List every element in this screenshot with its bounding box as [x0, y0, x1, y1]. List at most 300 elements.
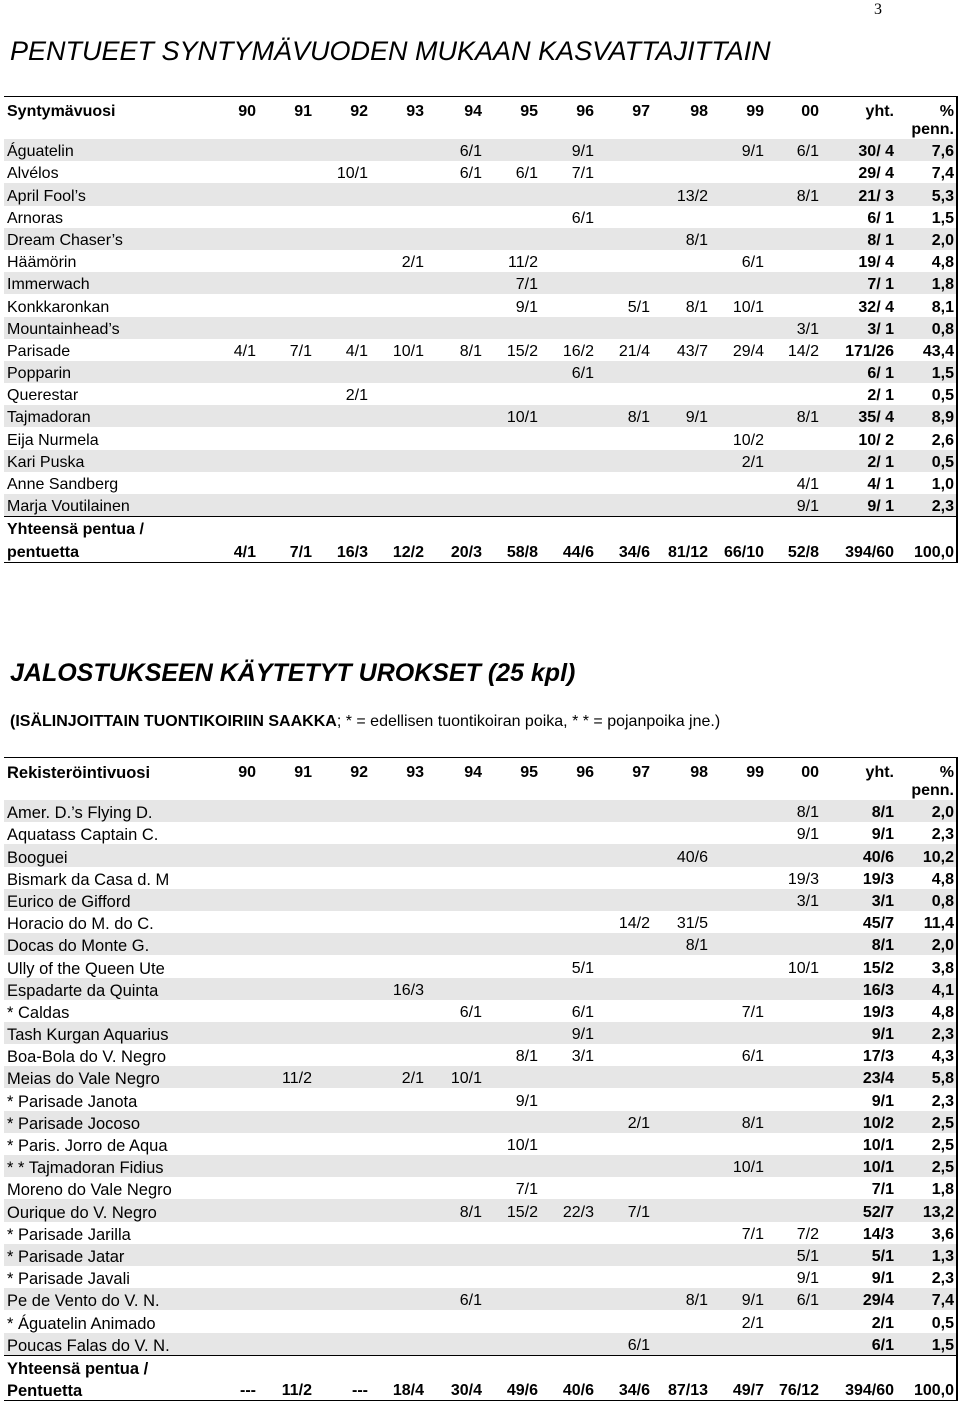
table-cell [371, 1222, 427, 1244]
table-cell: 2,3 [897, 1022, 957, 1044]
total-spacer [767, 1355, 822, 1378]
column-header: 90 [207, 758, 259, 783]
table-cell [207, 1266, 259, 1288]
table-cell: 3,8 [931, 959, 954, 977]
table-cell [259, 317, 315, 339]
table-cell [427, 183, 485, 205]
table-cell [541, 383, 597, 405]
column-header: 92 [315, 758, 371, 783]
table-cell [711, 1244, 767, 1266]
table-row [4, 206, 957, 228]
table-cell: 1,8 [931, 1181, 954, 1199]
table-cell [427, 978, 485, 1000]
table-cell [427, 250, 485, 272]
table-cell: 4,3 [931, 1048, 954, 1066]
table-cell [259, 405, 315, 427]
total-spacer [485, 517, 541, 540]
table-cell [207, 450, 259, 472]
table-cell: 1,3 [897, 1244, 957, 1266]
table-cell [541, 272, 597, 294]
total-cell: 34/6 [597, 1378, 653, 1401]
table-cell [315, 889, 371, 911]
table-cell [711, 383, 767, 405]
table-cell: 2,3 [897, 494, 957, 517]
table-cell [767, 1022, 822, 1044]
table-row [4, 844, 957, 866]
table-cell [427, 955, 485, 977]
table-cell [597, 272, 653, 294]
table-cell [315, 494, 371, 517]
table-cell [541, 1177, 597, 1199]
table-cell: 6/ 1 [867, 209, 894, 227]
table-cell [315, 1310, 371, 1332]
table-cell [653, 1044, 711, 1066]
table-cell [711, 1266, 767, 1288]
table-cell: 1,8 [897, 272, 957, 294]
table-cell: 40/6 [653, 844, 711, 866]
table-row [4, 1288, 957, 1310]
table-cell: 7,4 [897, 1288, 957, 1310]
table-row [4, 1066, 957, 1088]
table-cell [597, 317, 653, 339]
table-row [4, 1222, 957, 1244]
table-row [4, 978, 957, 1000]
table-cell [259, 1044, 315, 1066]
table-cell [427, 867, 485, 889]
table-cell [207, 1022, 259, 1044]
table-cell [711, 494, 767, 517]
table-cell [711, 1133, 767, 1155]
header-spacer [259, 782, 315, 800]
total-spacer [315, 517, 371, 540]
table-row [4, 139, 957, 161]
table-cell [207, 1177, 259, 1199]
table2-header [4, 758, 957, 801]
table-cell [653, 206, 711, 228]
table-cell [315, 317, 371, 339]
table-cell: 7/1 [597, 1199, 653, 1221]
table-cell [427, 294, 485, 316]
table-cell [485, 933, 541, 955]
table-cell: 22/3 [541, 1199, 597, 1221]
table-cell [207, 228, 259, 250]
table-cell [711, 955, 767, 977]
table-cell [207, 472, 259, 494]
table-cell [711, 867, 767, 889]
table-cell [427, 1310, 485, 1332]
table-cell [427, 1177, 485, 1199]
table-cell: 4/1 [233, 342, 256, 360]
table-cell [767, 383, 822, 405]
table-cell: 2,5 [897, 1155, 957, 1177]
table-cell [485, 206, 541, 228]
header-spacer [541, 782, 597, 800]
row-label: Anne Sandberg [7, 476, 119, 493]
table-cell [259, 1088, 315, 1110]
table-cell [315, 250, 371, 272]
table-cell [597, 494, 653, 517]
header-spacer [653, 121, 711, 139]
table-cell [541, 822, 597, 844]
table-cell [653, 383, 711, 405]
table-cell [653, 1222, 711, 1244]
table-cell [315, 294, 371, 316]
table-cell [207, 139, 259, 161]
table-cell: 6/ 1 [822, 361, 897, 383]
table-cell: 10/ 2 [858, 431, 894, 449]
table-cell [207, 250, 259, 272]
table-cell [315, 1288, 371, 1310]
table-cell [767, 911, 822, 933]
table-cell: 11,4 [923, 915, 954, 933]
table-cell: 14/3 [862, 1225, 894, 1243]
table-row [4, 1155, 957, 1177]
table-cell: 3/1 [767, 889, 822, 911]
column-header: 97 [597, 97, 653, 122]
table-cell [371, 1155, 427, 1177]
table-cell [427, 933, 485, 955]
table-cell [371, 1044, 427, 1066]
table-cell [485, 472, 541, 494]
table-cell [485, 867, 541, 889]
column-header: 91 [259, 758, 315, 783]
table-row [4, 889, 957, 911]
table-cell [653, 494, 711, 517]
table-cell: 9/1 [796, 826, 819, 844]
header-row-continued [4, 782, 957, 800]
header-spacer [315, 782, 371, 800]
table-cell: 5/1 [822, 1244, 897, 1266]
table-cell [259, 933, 315, 955]
table-cell [767, 450, 822, 472]
table-cell [711, 978, 767, 1000]
table-cell [767, 272, 822, 294]
table-cell [767, 1000, 822, 1022]
table-cell [711, 800, 767, 822]
table-cell [541, 933, 597, 955]
total-cell: 34/6 [597, 539, 653, 562]
table-cell: 9/1 [767, 494, 822, 517]
table-cell [315, 1177, 371, 1199]
table-cell [371, 1088, 427, 1110]
table-cell: 7/1 [571, 165, 594, 183]
table-cell [653, 1066, 711, 1088]
total-label: Yhteensä pentua / [4, 517, 207, 540]
table-cell: 8/1 [427, 1199, 485, 1221]
table-cell [485, 427, 541, 449]
table-cell [597, 955, 653, 977]
table-cell [259, 272, 315, 294]
table-cell [653, 317, 711, 339]
table-cell: 6/1 [822, 1333, 897, 1356]
table-cell [653, 1088, 711, 1110]
table-cell [315, 1155, 371, 1177]
header-label: Syntymävuosi [4, 97, 207, 122]
table-cell [315, 1000, 371, 1022]
total-spacer [207, 1355, 259, 1378]
header-spacer [4, 121, 207, 139]
table-cell: 7/1 [741, 1225, 764, 1243]
table-cell [427, 889, 485, 911]
table-cell [315, 1244, 371, 1266]
header-spacer [315, 121, 371, 139]
table-cell: 8/1 [653, 228, 711, 250]
table-cell: 9/1 [515, 298, 538, 316]
table-cell: 1,5 [931, 209, 954, 227]
table-cell [541, 844, 597, 866]
table-cell [653, 161, 711, 183]
table-cell: 14/2 [787, 342, 819, 360]
table-cell [541, 1111, 597, 1133]
table-cell: 6/1 [571, 1003, 594, 1021]
header-spacer [207, 121, 259, 139]
table-cell [485, 844, 541, 866]
table-cell [485, 1288, 541, 1310]
table-cell: 8/1 [767, 405, 822, 427]
table-cell [485, 361, 541, 383]
table-cell [207, 1111, 259, 1133]
section2-title: JALOSTUKSEEN KÄYTETYT UROKSET (25 kpl) [10, 659, 576, 687]
table-cell [767, 1333, 822, 1356]
table-cell: 16/3 [822, 978, 897, 1000]
table-row [4, 361, 957, 383]
table-cell [427, 472, 485, 494]
table-cell: 8/1 [822, 933, 897, 955]
table-cell [653, 889, 711, 911]
table-cell [371, 427, 427, 449]
table-cell: 3/1 [767, 317, 822, 339]
table-cell [371, 1244, 427, 1266]
column-header: 93 [371, 758, 427, 783]
row-label: Docas do Monte G. [4, 933, 207, 955]
table-cell [597, 250, 653, 272]
total-cell: 76/12 [767, 1378, 822, 1401]
table-cell [315, 228, 371, 250]
table-row [4, 1333, 957, 1356]
table-cell: 8/1 [767, 800, 822, 822]
table-cell: 2,3 [931, 1092, 954, 1110]
table-cell [315, 1111, 371, 1133]
subtitle-rest: ; * = edellisen tuontikoiran poika, * * = pojanpoika jne.) [336, 713, 721, 730]
table-cell: 2,0 [897, 800, 957, 822]
table-row [4, 450, 957, 472]
table-row [4, 272, 957, 294]
table-cell [371, 206, 427, 228]
table-cell: 5/1 [571, 959, 594, 977]
total-cell: 87/13 [653, 1378, 711, 1401]
section2-subtitle [10, 713, 720, 731]
table-cell [371, 1133, 427, 1155]
total-cell: 394/60 [822, 539, 897, 562]
page-number: 3 [874, 1, 882, 18]
table-cell [207, 844, 259, 866]
table-cell [653, 139, 711, 161]
table-cell [207, 1155, 259, 1177]
table-cell [541, 405, 597, 427]
column-header: 98 [653, 758, 711, 783]
table-cell: 6/1 [541, 361, 597, 383]
table-cell [485, 383, 541, 405]
table-cell [371, 383, 427, 405]
table-cell [485, 889, 541, 911]
table-cell [207, 1222, 259, 1244]
table1-header [4, 97, 957, 140]
table-cell [711, 228, 767, 250]
total-row [4, 539, 957, 562]
table-cell [315, 206, 371, 228]
table-cell: 10/1 [787, 959, 819, 977]
table-cell [259, 1244, 315, 1266]
total-label-row [4, 517, 957, 540]
row-label: Marja Voutilainen [4, 494, 207, 517]
header-spacer [371, 782, 427, 800]
table-cell: 8/1 [685, 298, 708, 316]
row-label: Ourique do V. Negro [4, 1199, 207, 1221]
table-cell [767, 1155, 822, 1177]
row-label: Ully of the Queen Ute [7, 959, 165, 978]
table-cell [653, 427, 711, 449]
table-cell [315, 472, 371, 494]
table-cell [427, 1155, 485, 1177]
table-cell [259, 383, 315, 405]
table-cell [653, 1000, 711, 1022]
table-cell: 6/1 [427, 1288, 485, 1310]
table-cell [315, 1066, 371, 1088]
table-cell [371, 139, 427, 161]
table-cell [259, 1022, 315, 1044]
row-label: Aquatass Captain C. [7, 826, 159, 845]
table-cell [315, 1199, 371, 1221]
row-label: * Parisade Janota [7, 1092, 138, 1111]
table-cell [207, 317, 259, 339]
table-cell [541, 250, 597, 272]
row-label: Poucas Falas do V. N. [4, 1333, 207, 1356]
table-cell: 8/1 [653, 1288, 711, 1310]
table-cell [259, 1155, 315, 1177]
table-cell [259, 889, 315, 911]
column-header: 96 [541, 97, 597, 122]
table-cell [427, 272, 485, 294]
table-cell: 1,5 [897, 361, 957, 383]
table-cell [541, 317, 597, 339]
header-spacer [822, 121, 897, 139]
table-cell [485, 139, 541, 161]
table-cell [653, 978, 711, 1000]
table-row [4, 1177, 957, 1199]
column-header: yht. [822, 97, 897, 122]
table-row [4, 1266, 957, 1288]
table-cell [541, 889, 597, 911]
table-row [4, 1044, 957, 1066]
table-cell: 6/1 [767, 1288, 822, 1310]
table-row [4, 250, 957, 272]
row-label: Amer. D.’s Flying D. [4, 800, 207, 822]
table-cell [541, 1155, 597, 1177]
table-cell: 15/2 [862, 959, 894, 977]
table-cell [259, 1000, 315, 1022]
table-cell [711, 822, 767, 844]
table-cell: 7/1 [741, 1003, 764, 1021]
total-cell: 49/7 [711, 1378, 767, 1401]
table1-body [4, 139, 957, 562]
table-cell [653, 1199, 711, 1221]
table-cell [207, 933, 259, 955]
row-label: Horacio do M. do C. [7, 915, 154, 934]
table-cell [541, 1288, 597, 1310]
table-cell: 19/3 [862, 1003, 894, 1021]
header-spacer [597, 782, 653, 800]
table-cell [207, 822, 259, 844]
row-label: Eurico de Gifford [4, 889, 207, 911]
table-cell: 11/2 [259, 1066, 315, 1088]
table-cell: 19/ 4 [858, 254, 894, 272]
table-cell: 2/1 [597, 1111, 653, 1133]
table-cell [711, 1177, 767, 1199]
total-spacer [822, 517, 897, 540]
table-cell: 9/1 [871, 1092, 894, 1110]
column-header: 96 [541, 758, 597, 783]
table-cell [541, 472, 597, 494]
table-cell [207, 294, 259, 316]
total-cell: 66/10 [711, 539, 767, 562]
table-cell: 52/7 [822, 1199, 897, 1221]
total-row [4, 1378, 957, 1401]
table-cell [315, 867, 371, 889]
table-cell: 9/1 [653, 405, 711, 427]
table-cell [371, 1000, 427, 1022]
table-cell [541, 978, 597, 1000]
table-cell: 4/1 [345, 342, 368, 360]
total-label: Yhteensä pentua / [4, 1355, 207, 1378]
table-cell [653, 1022, 711, 1044]
table-cell [427, 228, 485, 250]
total-spacer [711, 1355, 767, 1378]
table-row [4, 339, 957, 361]
table-cell: 10/2 [732, 431, 764, 449]
table-cell [315, 955, 371, 977]
row-label: * Parisade Jarilla [7, 1225, 131, 1244]
table-cell: 0,5 [931, 1314, 954, 1332]
table-cell [259, 1310, 315, 1332]
table-row [4, 1133, 957, 1155]
table-cell [371, 472, 427, 494]
table-cell [711, 361, 767, 383]
table-cell: 9/1 [515, 1092, 538, 1110]
table-cell [259, 250, 315, 272]
table-cell [207, 1088, 259, 1110]
table-cell [711, 317, 767, 339]
table-cell [259, 450, 315, 472]
table-cell [371, 228, 427, 250]
table-cell [259, 206, 315, 228]
row-label: Booguei [4, 844, 207, 866]
table-cell [541, 228, 597, 250]
table-cell [207, 272, 259, 294]
table-cell: 11/2 [508, 254, 538, 272]
table-cell [427, 1266, 485, 1288]
table-row [4, 822, 957, 844]
table-cell [653, 272, 711, 294]
table-cell: 7/1 [289, 342, 312, 360]
table-row [4, 1022, 957, 1044]
table-cell: 4,1 [897, 978, 957, 1000]
table-cell: 19/3 [862, 870, 894, 888]
table-cell [767, 294, 822, 316]
table-cell [427, 1111, 485, 1133]
table-cell [371, 911, 427, 933]
row-label: Espadarte da Quinta [4, 978, 207, 1000]
column-header: yht. [822, 758, 897, 783]
